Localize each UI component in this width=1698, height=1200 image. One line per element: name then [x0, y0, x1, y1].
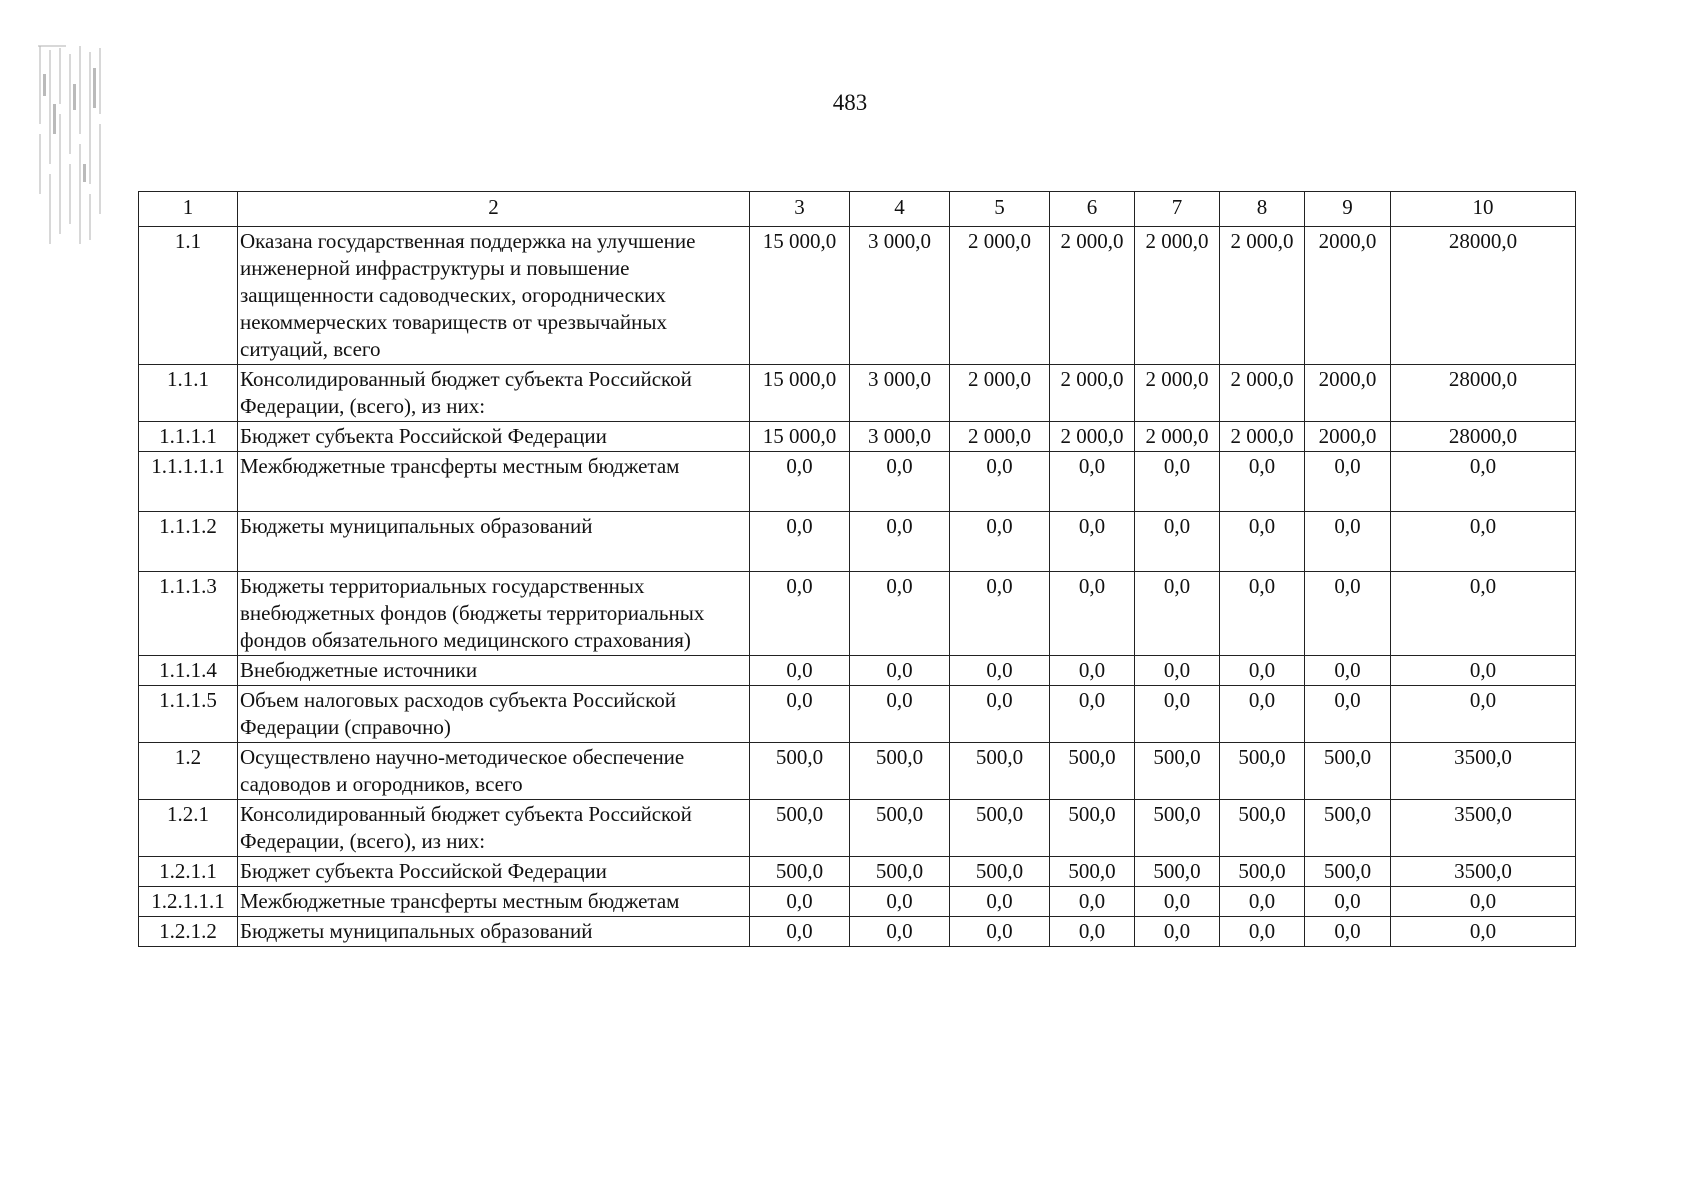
table-row — [139, 887, 1576, 917]
value-cell: 0,0 — [1050, 656, 1135, 686]
table-row — [139, 686, 1576, 743]
value-cell: 2 000,0 — [1220, 422, 1305, 452]
total-cell: 28000,0 — [1391, 365, 1576, 422]
value-cell: 0,0 — [750, 887, 850, 917]
value-cell: 0,0 — [1305, 887, 1391, 917]
value-cell: 0,0 — [750, 917, 850, 947]
value-cell: 0,0 — [850, 917, 950, 947]
value-cell: 0,0 — [750, 512, 850, 572]
value-cell: 500,0 — [1305, 857, 1391, 887]
row-code: 1.1.1.5 — [139, 686, 238, 743]
header-cell: 1 — [139, 192, 238, 227]
header-cell: 4 — [850, 192, 950, 227]
value-cell: 500,0 — [950, 800, 1050, 857]
value-cell: 500,0 — [850, 743, 950, 800]
value-cell: 0,0 — [850, 452, 950, 512]
value-cell: 0,0 — [1305, 686, 1391, 743]
value-cell: 0,0 — [1050, 686, 1135, 743]
row-code: 1.2.1.1.1 — [139, 887, 238, 917]
header-cell: 6 — [1050, 192, 1135, 227]
row-name: Консолидированный бюджет субъекта Российской Федерации, (всего), из них: — [238, 800, 750, 857]
total-cell: 0,0 — [1391, 452, 1576, 512]
value-cell: 3 000,0 — [850, 422, 950, 452]
header-cell: 3 — [750, 192, 850, 227]
value-cell: 500,0 — [850, 857, 950, 887]
value-cell: 0,0 — [1220, 917, 1305, 947]
page-number: 483 — [832, 90, 868, 115]
value-cell: 0,0 — [1305, 452, 1391, 512]
value-cell: 0,0 — [1305, 512, 1391, 572]
value-cell: 0,0 — [1220, 887, 1305, 917]
total-cell: 0,0 — [1391, 572, 1576, 656]
value-cell: 500,0 — [1050, 743, 1135, 800]
value-cell: 0,0 — [750, 656, 850, 686]
value-cell: 500,0 — [950, 857, 1050, 887]
value-cell: 0,0 — [1220, 686, 1305, 743]
header-cell: 7 — [1135, 192, 1220, 227]
value-cell: 500,0 — [750, 743, 850, 800]
value-cell: 0,0 — [950, 686, 1050, 743]
value-cell: 500,0 — [1135, 800, 1220, 857]
header-cell: 10 — [1391, 192, 1576, 227]
value-cell: 0,0 — [850, 512, 950, 572]
value-cell: 2000,0 — [1305, 365, 1391, 422]
value-cell: 500,0 — [1135, 743, 1220, 800]
row-code: 1.1.1.1.1 — [139, 452, 238, 512]
table-row — [139, 656, 1576, 686]
value-cell: 500,0 — [1050, 857, 1135, 887]
value-cell: 500,0 — [950, 743, 1050, 800]
row-code: 1.1.1.4 — [139, 656, 238, 686]
value-cell: 0,0 — [1220, 656, 1305, 686]
value-cell: 2 000,0 — [950, 227, 1050, 365]
table-row — [139, 422, 1576, 452]
value-cell: 0,0 — [1135, 686, 1220, 743]
value-cell: 500,0 — [750, 800, 850, 857]
value-cell: 0,0 — [1135, 656, 1220, 686]
value-cell: 500,0 — [750, 857, 850, 887]
table-row — [139, 572, 1576, 656]
row-name: Внебюджетные источники — [238, 656, 750, 686]
value-cell: 3 000,0 — [850, 365, 950, 422]
value-cell: 0,0 — [950, 656, 1050, 686]
table-row — [139, 365, 1576, 422]
row-code: 1.1 — [139, 227, 238, 365]
row-code: 1.1.1 — [139, 365, 238, 422]
total-cell: 0,0 — [1391, 686, 1576, 743]
header-row — [139, 192, 1576, 227]
value-cell: 15 000,0 — [750, 365, 850, 422]
value-cell: 0,0 — [750, 572, 850, 656]
row-code: 1.1.1.2 — [139, 512, 238, 572]
row-name: Межбюджетные трансферты местным бюджетам — [238, 887, 750, 917]
value-cell: 0,0 — [1135, 452, 1220, 512]
value-cell: 0,0 — [950, 452, 1050, 512]
row-name: Бюджет субъекта Российской Федерации — [238, 422, 750, 452]
row-name: Бюджеты территориальных государственных внебюджетных фондов (бюджеты территориальных фондов обязательного медицинского страхования) — [238, 572, 750, 656]
total-cell: 3500,0 — [1391, 857, 1576, 887]
row-code: 1.2 — [139, 743, 238, 800]
total-cell: 28000,0 — [1391, 227, 1576, 365]
value-cell: 2 000,0 — [1220, 227, 1305, 365]
value-cell: 0,0 — [1050, 887, 1135, 917]
total-cell: 0,0 — [1391, 887, 1576, 917]
value-cell: 2 000,0 — [1135, 422, 1220, 452]
value-cell: 0,0 — [1135, 917, 1220, 947]
value-cell: 500,0 — [1050, 800, 1135, 857]
value-cell: 0,0 — [1220, 572, 1305, 656]
total-cell: 3500,0 — [1391, 743, 1576, 800]
header-cell: 2 — [238, 192, 750, 227]
value-cell: 0,0 — [950, 917, 1050, 947]
value-cell: 2 000,0 — [950, 422, 1050, 452]
row-name: Бюджет субъекта Российской Федерации — [238, 857, 750, 887]
total-cell: 3500,0 — [1391, 800, 1576, 857]
table-row — [139, 917, 1576, 947]
value-cell: 0,0 — [1220, 452, 1305, 512]
value-cell: 500,0 — [1305, 743, 1391, 800]
row-name: Межбюджетные трансферты местным бюджетам — [238, 452, 750, 512]
value-cell: 0,0 — [1135, 512, 1220, 572]
row-code: 1.1.1.1 — [139, 422, 238, 452]
value-cell: 2 000,0 — [1135, 365, 1220, 422]
value-cell: 0,0 — [950, 887, 1050, 917]
header-cell: 9 — [1305, 192, 1391, 227]
value-cell: 0,0 — [850, 887, 950, 917]
value-cell: 0,0 — [1220, 512, 1305, 572]
total-cell: 0,0 — [1391, 512, 1576, 572]
value-cell: 0,0 — [750, 686, 850, 743]
value-cell: 2 000,0 — [1220, 365, 1305, 422]
value-cell: 2 000,0 — [1050, 422, 1135, 452]
row-name: Бюджеты муниципальных образований — [238, 512, 750, 572]
table-row — [139, 227, 1576, 365]
row-name: Консолидированный бюджет субъекта Российской Федерации, (всего), из них: — [238, 365, 750, 422]
value-cell: 500,0 — [1220, 857, 1305, 887]
margin-registration-stamp — [36, 44, 108, 249]
value-cell: 0,0 — [1305, 572, 1391, 656]
value-cell: 0,0 — [1305, 917, 1391, 947]
value-cell: 2 000,0 — [1050, 227, 1135, 365]
header-cell: 5 — [950, 192, 1050, 227]
value-cell: 0,0 — [1135, 572, 1220, 656]
value-cell: 15 000,0 — [750, 227, 850, 365]
total-cell: 28000,0 — [1391, 422, 1576, 452]
row-name: Бюджеты муниципальных образований — [238, 917, 750, 947]
value-cell: 2 000,0 — [1135, 227, 1220, 365]
table-row — [139, 800, 1576, 857]
value-cell: 0,0 — [850, 686, 950, 743]
row-code: 1.2.1.2 — [139, 917, 238, 947]
table-row — [139, 857, 1576, 887]
total-cell: 0,0 — [1391, 656, 1576, 686]
value-cell: 0,0 — [950, 572, 1050, 656]
value-cell: 500,0 — [850, 800, 950, 857]
table-row — [139, 512, 1576, 572]
row-code: 1.2.1.1 — [139, 857, 238, 887]
value-cell: 2 000,0 — [1050, 365, 1135, 422]
row-code: 1.1.1.3 — [139, 572, 238, 656]
value-cell: 500,0 — [1135, 857, 1220, 887]
budget-table — [138, 191, 1576, 947]
value-cell: 3 000,0 — [850, 227, 950, 365]
value-cell: 15 000,0 — [750, 422, 850, 452]
value-cell: 0,0 — [1135, 887, 1220, 917]
total-cell: 0,0 — [1391, 917, 1576, 947]
header-cell: 8 — [1220, 192, 1305, 227]
value-cell: 500,0 — [1305, 800, 1391, 857]
value-cell: 0,0 — [1050, 452, 1135, 512]
row-name: Осуществлено научно-методическое обеспечение садоводов и огородников, всего — [238, 743, 750, 800]
value-cell: 500,0 — [1220, 743, 1305, 800]
row-name: Оказана государственная поддержка на улучшение инженерной инфраструктуры и повышение защищенности садоводческих, огороднических некоммерческих товариществ от чрезвычайных ситуаций, всего — [238, 227, 750, 365]
value-cell: 0,0 — [1050, 512, 1135, 572]
value-cell: 0,0 — [950, 512, 1050, 572]
value-cell: 0,0 — [850, 656, 950, 686]
value-cell: 0,0 — [1050, 917, 1135, 947]
value-cell: 500,0 — [1220, 800, 1305, 857]
value-cell: 2 000,0 — [950, 365, 1050, 422]
table-row — [139, 743, 1576, 800]
value-cell: 0,0 — [850, 572, 950, 656]
value-cell: 0,0 — [1050, 572, 1135, 656]
value-cell: 2000,0 — [1305, 227, 1391, 365]
value-cell: 0,0 — [1305, 656, 1391, 686]
value-cell: 0,0 — [750, 452, 850, 512]
table-row — [139, 452, 1576, 512]
value-cell: 2000,0 — [1305, 422, 1391, 452]
row-code: 1.2.1 — [139, 800, 238, 857]
row-name: Объем налоговых расходов субъекта Российской Федерации (справочно) — [238, 686, 750, 743]
